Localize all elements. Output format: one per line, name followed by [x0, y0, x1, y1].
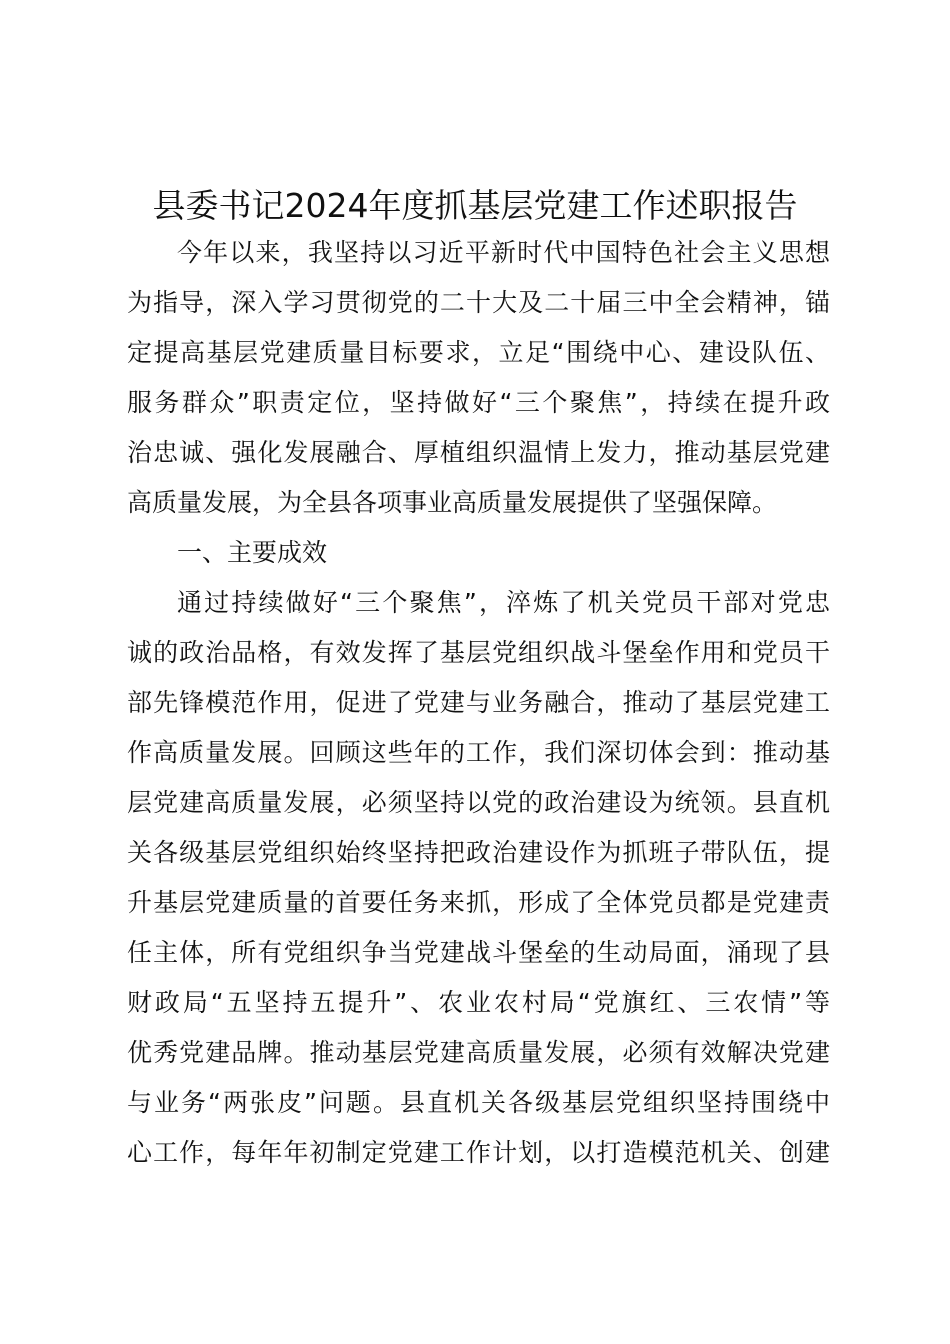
- paragraph-1-line-6: 高质量发展，为全县各项事业高质量发展提供了坚强保障。: [127, 488, 778, 517]
- paragraph-2-line-8: 任主体，所有党组织争当党建战斗堡垒的生动局面，涌现了县: [127, 938, 830, 967]
- paragraph-2-line-12: 心工作，每年年初制定党建工作计划，以打造模范机关、创建: [127, 1138, 830, 1167]
- paragraph-2-line-11: 与业务“两张皮”问题。县直机关各级基层党组织坚持围绕中: [127, 1088, 830, 1117]
- paragraph-2-line-9: 财政局“五坚持五提升”、农业农村局“党旗红、三农情”等: [127, 988, 830, 1017]
- paragraph-1-line-1: 今年以来，我坚持以习近平新时代中国特色社会主义思想: [177, 238, 830, 267]
- paragraph-1-line-4: 服务群众”职责定位，坚持做好“三个聚焦”，持续在提升政: [127, 388, 830, 417]
- section-heading: 一、主要成效: [177, 538, 328, 567]
- paragraph-1-line-3: 定提高基层党建质量目标要求，立足“围绕中心、建设队伍、: [127, 338, 830, 367]
- document-title: 县委书记2024年度抓基层党建工作述职报告: [152, 186, 798, 225]
- paragraph-2-line-7: 升基层党建质量的首要任务来抓，形成了全体党员都是党建责: [127, 888, 830, 917]
- paragraph-2-line-4: 作高质量发展。回顾这些年的工作，我们深切体会到：推动基: [127, 738, 830, 767]
- paragraph-1-line-5: 治忠诚、强化发展融合、厚植组织温情上发力，推动基层党建: [127, 438, 830, 467]
- paragraph-2-line-1: 通过持续做好“三个聚焦”，淬炼了机关党员干部对党忠: [177, 588, 830, 617]
- paragraph-1-line-2: 为指导，深入学习贯彻党的二十大及二十届三中全会精神，锚: [127, 288, 830, 317]
- paragraph-2-line-3: 部先锋模范作用，促进了党建与业务融合，推动了基层党建工: [127, 688, 830, 717]
- paragraph-2-line-2: 诚的政治品格，有效发挥了基层党组织战斗堡垒作用和党员干: [127, 638, 830, 667]
- paragraph-2-line-6: 关各级基层党组织始终坚持把政治建设作为抓班子带队伍，提: [127, 838, 830, 867]
- paragraph-2-line-10: 优秀党建品牌。推动基层党建高质量发展，必须有效解决党建: [127, 1038, 830, 1067]
- paragraph-2-line-5: 层党建高质量发展，必须坚持以党的政治建设为统领。县直机: [127, 788, 830, 817]
